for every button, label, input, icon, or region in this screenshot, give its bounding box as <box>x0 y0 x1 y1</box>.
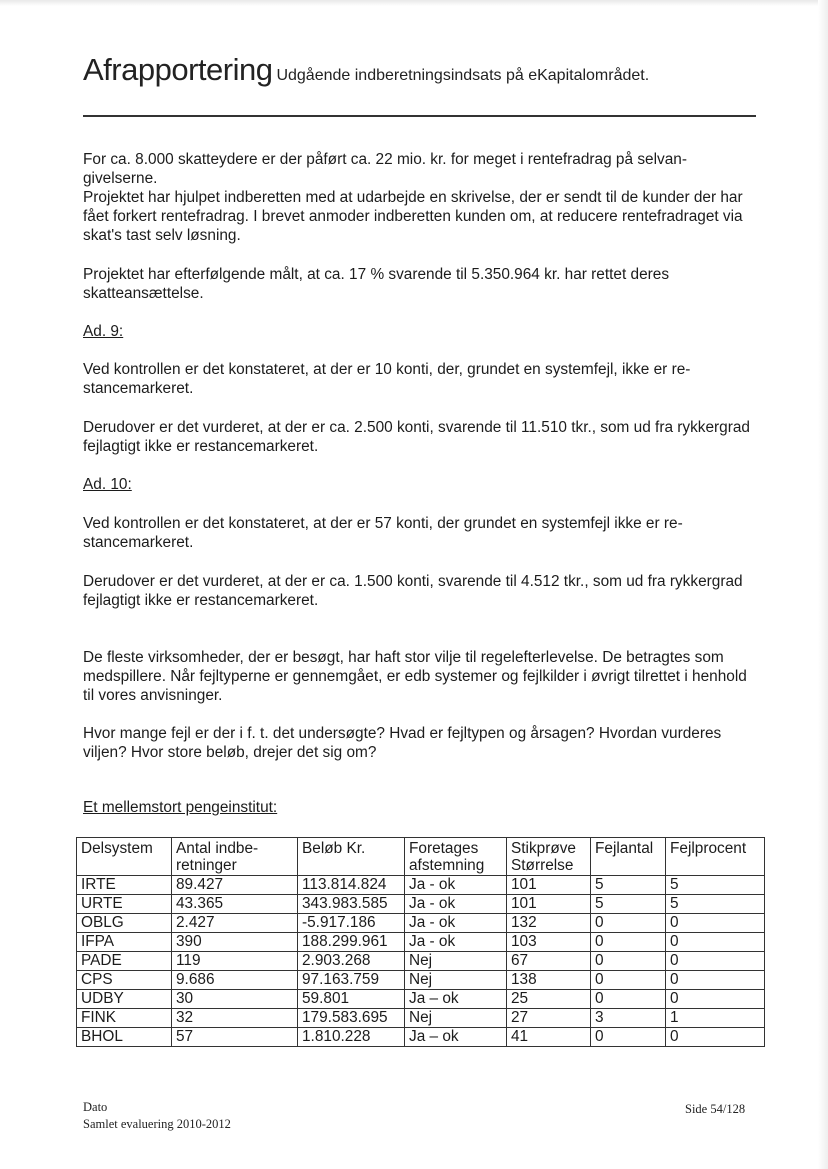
heading-ad-9: Ad. 9: <box>83 323 124 340</box>
table-cell: 30 <box>172 990 298 1009</box>
table-cell: 0 <box>591 990 666 1009</box>
column-header: Antal indbe-retninger <box>172 838 298 876</box>
paragraph-4: Ved kontrollen er det konstateret, at der er 10 konti, der, grundet en systemfejl, ikke er restancemarkeret. <box>83 361 691 397</box>
footer-doc-name: Samlet evaluering 2010-2012 <box>83 1117 231 1131</box>
table-cell: 101 <box>507 895 591 914</box>
paragraph-3: Projektet har efterfølgende målt, at ca. 17 % svarende til 5.350.964 kr. har rettet deres skatteansættelse. <box>83 266 670 302</box>
table-cell: 113.814.824 <box>298 876 405 895</box>
heading-institute: Et mellemstort pengeinstitut: <box>83 799 278 816</box>
table-row <box>77 1028 765 1047</box>
table-cell: 0 <box>591 952 666 971</box>
column-header: Fejlprocent <box>666 838 765 876</box>
column-header: Beløb Kr. <box>298 838 405 876</box>
table-row <box>77 971 765 990</box>
table-cell: 179.583.695 <box>298 1009 405 1028</box>
table-cell: 0 <box>666 971 765 990</box>
table-cell: CPS <box>77 971 172 990</box>
table-cell: 43.365 <box>172 895 298 914</box>
table-row <box>77 1009 765 1028</box>
table-cell: 3 <box>591 1009 666 1028</box>
institute-table <box>76 837 765 1047</box>
table-cell: FINK <box>77 1009 172 1028</box>
table-cell: 0 <box>666 990 765 1009</box>
table-cell: 0 <box>591 1028 666 1047</box>
table-cell: 25 <box>507 990 591 1009</box>
table-cell: 343.983.585 <box>298 895 405 914</box>
table-cell: Ja – ok <box>405 1028 507 1047</box>
table-cell: Nej <box>405 971 507 990</box>
page-subtitle: Udgående indberetningsindsats på eKapitalområdet. <box>276 67 650 84</box>
table-row <box>77 952 765 971</box>
column-header: Foretages afstemning <box>405 838 507 876</box>
table-cell: IRTE <box>77 876 172 895</box>
header-rule <box>83 115 756 117</box>
table-cell: BHOL <box>77 1028 172 1047</box>
table-cell: 103 <box>507 933 591 952</box>
paragraph-1: For ca. 8.000 skatteydere er der påført ca. 22 mio. kr. for meget i rentefradrag på selvangivelserne. <box>83 151 687 187</box>
table-header-row <box>77 838 765 876</box>
table-cell: 9.686 <box>172 971 298 990</box>
table-cell: 0 <box>591 971 666 990</box>
footer-date-label: Dato <box>83 1100 108 1114</box>
table-cell: 27 <box>507 1009 591 1028</box>
table-cell: 0 <box>591 914 666 933</box>
column-header: Stikprøve Størrelse <box>507 838 591 876</box>
table-row <box>77 914 765 933</box>
table-cell: UDBY <box>77 990 172 1009</box>
paragraph-5: Derudover er det vurderet, at der er ca. 2.500 konti, svarende til 11.510 tkr., som ud fra rykkergrad fejlagtigt ikke er restancemarkeret. <box>83 419 750 455</box>
table-cell: 67 <box>507 952 591 971</box>
table-body <box>77 876 765 1047</box>
table-cell: 132 <box>507 914 591 933</box>
page-header <box>83 52 649 88</box>
table-cell: PADE <box>77 952 172 971</box>
column-header: Fejlantal <box>591 838 666 876</box>
table-cell: 2.427 <box>172 914 298 933</box>
table-cell: 0 <box>666 1028 765 1047</box>
table-cell: Ja – ok <box>405 990 507 1009</box>
table-cell: 0 <box>591 933 666 952</box>
table-row <box>77 895 765 914</box>
table-cell: URTE <box>77 895 172 914</box>
table-cell: 0 <box>666 914 765 933</box>
table-cell: OBLG <box>77 914 172 933</box>
paragraph-9: Hvor mange fejl er der i f. t. det undersøgte? Hvad er fejltypen og årsagen? Hvordan vurderes viljen? Hvor store beløb, drejer det sig om? <box>83 725 722 761</box>
paragraph-6: Ved kontrollen er det konstateret, at der er 57 konti, der grundet en systemfejl ikke er restancemarkeret. <box>83 515 683 551</box>
table-cell: Ja - ok <box>405 914 507 933</box>
table-cell: 0 <box>666 952 765 971</box>
table-cell: Nej <box>405 952 507 971</box>
page-number: Side 54/128 <box>685 1102 746 1116</box>
table-cell: 57 <box>172 1028 298 1047</box>
column-header: Delsystem <box>77 838 172 876</box>
table-cell: 390 <box>172 933 298 952</box>
table-cell: 89.427 <box>172 876 298 895</box>
table-cell: 1.810.228 <box>298 1028 405 1047</box>
table-cell: 188.299.961 <box>298 933 405 952</box>
table-cell: 0 <box>666 933 765 952</box>
table-cell: 1 <box>666 1009 765 1028</box>
table-cell: 101 <box>507 876 591 895</box>
table-cell: 138 <box>507 971 591 990</box>
table-row <box>77 990 765 1009</box>
table-cell: Ja - ok <box>405 933 507 952</box>
table-row <box>77 876 765 895</box>
heading-ad-10: Ad. 10: <box>83 476 132 493</box>
table-cell: 97.163.759 <box>298 971 405 990</box>
table-cell: 119 <box>172 952 298 971</box>
paragraph-8: De fleste virksomheder, der er besøgt, har haft stor vilje til regelefterlevelse. De betragtes som medspillere. Når fejltyperne er gennemgået, er edb systemer og fejlkilder i øvrigt tilrettet i henhold til vores anvisninger. <box>83 649 747 704</box>
table-cell: 59.801 <box>298 990 405 1009</box>
table-cell: 2.903.268 <box>298 952 405 971</box>
scan-top-edge <box>0 0 828 6</box>
paragraph-7: Derudover er det vurderet, at der er ca. 1.500 konti, svarende til 4.512 tkr., som ud fra rykkergrad fejlagtigt ikke er restancemarkeret. <box>83 573 743 609</box>
footer-left <box>83 1099 231 1133</box>
table-cell: Ja - ok <box>405 895 507 914</box>
page-title: Afrapportering <box>83 52 273 87</box>
scan-right-edge <box>818 0 828 1169</box>
table-cell: -5.917.186 <box>298 914 405 933</box>
table-row <box>77 933 765 952</box>
table-cell: Ja - ok <box>405 876 507 895</box>
table-cell: 41 <box>507 1028 591 1047</box>
table-cell: 32 <box>172 1009 298 1028</box>
table-cell: 5 <box>666 876 765 895</box>
table-cell: 5 <box>591 876 666 895</box>
table-cell: 5 <box>591 895 666 914</box>
table-cell: IFPA <box>77 933 172 952</box>
paragraph-2: Projektet har hjulpet indberetten med at udarbejde en skrivelse, der er sendt til de kunder der har fået forkert rentefradrag. I brevet anmoder indberetten kunden om, at reducere rentefradraget via skat's tast selv løsning. <box>83 189 743 244</box>
table-cell: 5 <box>666 895 765 914</box>
table-cell: Nej <box>405 1009 507 1028</box>
